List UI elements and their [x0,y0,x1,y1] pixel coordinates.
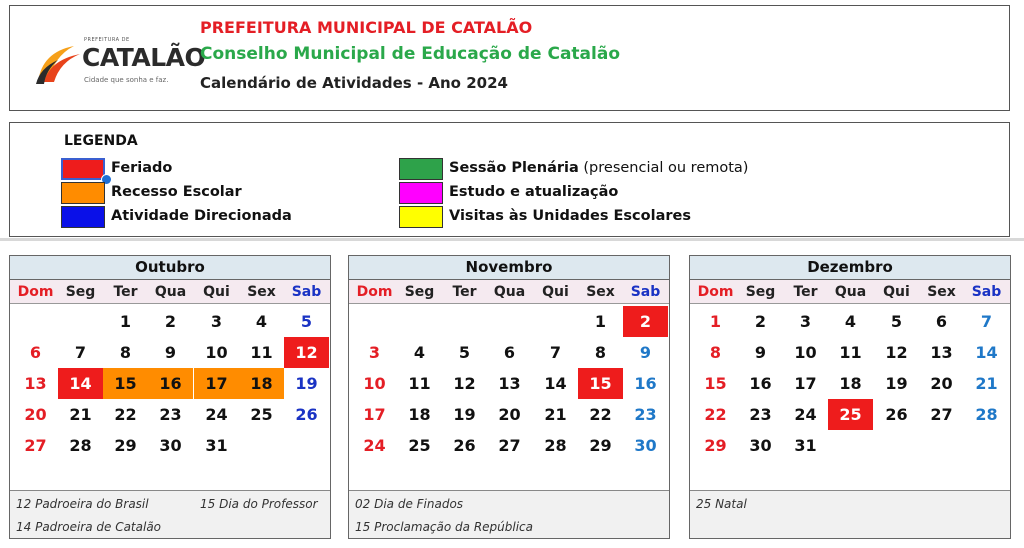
logo-small-text: PREFEITURA DE [84,37,130,43]
weekday-dom: Dom [17,284,54,300]
day-cell: 29 [704,436,727,455]
day-cell: 14 [58,368,103,399]
day-cell: 8 [594,343,607,362]
weekday-header [690,280,1010,304]
day-cell: 29 [114,436,137,455]
weekday-sex: Sex [586,284,615,300]
day-cell: 3 [799,312,812,331]
day-cell: 24 [794,405,817,424]
day-cell: 24 [363,436,386,455]
day-cell: 28 [544,436,567,455]
day-cell: 20 [930,374,953,393]
day-cell: 12 [453,374,476,393]
weekday-seg: Seg [65,284,96,300]
weekday-dom: Dom [697,284,734,300]
day-cell: 8 [119,343,132,362]
weekday-sab: Sab [971,284,1002,300]
day-cell: 26 [453,436,476,455]
day-cell: 27 [930,405,953,424]
day-cell: 18 [839,374,862,393]
note: 15 Dia do Professor [200,497,318,511]
day-cell: 6 [935,312,948,331]
day-cell: 17 [794,374,817,393]
day-cell: 11 [250,343,273,362]
day-cell: 10 [794,343,817,362]
day-cell: 22 [704,405,727,424]
day-cell: 19 [885,374,908,393]
day-cell: 5 [300,312,313,331]
calendar-dezembro [689,255,1011,539]
day-cell: 18 [408,405,431,424]
day-cell: 26 [885,405,908,424]
day-cell: 6 [29,343,42,362]
day-cell: 20 [498,405,521,424]
note: 02 Dia de Finados [355,497,464,511]
legend-swatch [399,158,443,180]
day-cell: 2 [164,312,177,331]
weekday-qua: Qua [834,284,867,300]
day-cell: 27 [498,436,521,455]
legend-label: Recesso Escolar [111,184,242,200]
day-cell: 11 [408,374,431,393]
conselho-title: Conselho Municipal de Educação de Catalão [200,44,621,64]
day-cell: 18 [239,368,284,399]
legend-label: Estudo e atualização [449,184,619,200]
day-cell: 25 [408,436,431,455]
day-cell: 10 [363,374,386,393]
month-notes [10,490,330,538]
legend-title: LEGENDA [64,133,138,149]
day-cell: 11 [839,343,862,362]
day-cell: 19 [453,405,476,424]
weekday-ter: Ter [793,284,818,300]
day-cell: 16 [749,374,772,393]
day-cell: 31 [794,436,817,455]
note: 12 Padroeira do Brasil [16,497,149,511]
day-cell: 15 [103,368,148,399]
weekday-ter: Ter [452,284,477,300]
weekday-qui: Qui [542,284,569,300]
section-divider [0,238,1024,241]
day-cell: 30 [634,436,657,455]
legend-swatch [399,182,443,204]
legend-label: Sessão Plenária (presencial ou remota) [449,160,749,176]
weekday-header [10,280,330,304]
day-cell: 23 [634,405,657,424]
day-cell: 3 [368,343,381,362]
weekday-dom: Dom [356,284,393,300]
month-title: Novembro [349,256,669,280]
day-cell: 23 [159,405,182,424]
weekday-qua: Qua [493,284,526,300]
day-cell: 1 [709,312,722,331]
day-cell: 16 [148,368,193,399]
day-cell: 13 [930,343,953,362]
day-cell: 7 [549,343,562,362]
day-cell: 25 [250,405,273,424]
day-cell: 31 [205,436,228,455]
month-notes [690,490,1010,538]
legend-label: Atividade Direcionada [111,208,292,224]
day-cell: 27 [24,436,47,455]
day-cell: 13 [24,374,47,393]
weekday-header [349,280,669,304]
day-cell: 3 [210,312,223,331]
day-cell: 14 [975,343,998,362]
day-cell: 30 [159,436,182,455]
day-cell: 5 [458,343,471,362]
note: 25 Natal [696,497,747,511]
prefeitura-title: PREFEITURA MUNICIPAL DE CATALÃO [200,18,533,37]
day-cell: 15 [578,368,623,399]
day-cell: 17 [363,405,386,424]
day-cell: 25 [828,399,873,430]
day-cell: 2 [623,306,668,337]
day-cell: 9 [639,343,652,362]
legend-swatch [61,206,105,228]
legend-box [9,122,1010,237]
day-cell: 1 [119,312,132,331]
logo-sun-icon [34,38,84,86]
calendar-novembro [348,255,670,539]
day-cell: 21 [544,405,567,424]
calendar-outubro [9,255,331,539]
weekday-qui: Qui [203,284,230,300]
header-box [9,5,1010,111]
day-cell: 21 [69,405,92,424]
weekday-sex: Sex [927,284,956,300]
month-title: Dezembro [690,256,1010,280]
weekday-seg: Seg [404,284,435,300]
day-cell: 6 [503,343,516,362]
day-cell: 30 [749,436,772,455]
day-cell: 24 [205,405,228,424]
day-cell: 5 [890,312,903,331]
weekday-sab: Sab [630,284,661,300]
day-cell: 9 [754,343,767,362]
legend-swatch [61,182,105,204]
day-cell: 8 [709,343,722,362]
weekday-ter: Ter [113,284,138,300]
day-cell: 26 [295,405,318,424]
day-cell: 19 [295,374,318,393]
legend-label: Visitas às Unidades Escolares [449,208,691,224]
day-cell: 28 [975,405,998,424]
day-cell: 28 [69,436,92,455]
legend-swatch [399,206,443,228]
day-cell: 17 [194,368,239,399]
day-cell: 20 [24,405,47,424]
day-cell: 2 [754,312,767,331]
weekday-qua: Qua [154,284,187,300]
legend-label: Feriado [111,160,173,176]
day-cell: 21 [975,374,998,393]
legend-swatch [61,158,105,180]
day-cell: 12 [284,337,329,368]
day-cell: 4 [413,343,426,362]
day-cell: 10 [205,343,228,362]
day-cell: 23 [749,405,772,424]
day-cell: 12 [885,343,908,362]
day-cell: 15 [704,374,727,393]
day-cell: 1 [594,312,607,331]
day-cell: 13 [498,374,521,393]
day-cell: 7 [980,312,993,331]
day-cell: 4 [255,312,268,331]
month-notes [349,490,669,538]
catalao-logo [34,37,206,88]
day-cell: 4 [844,312,857,331]
month-title: Outubro [10,256,330,280]
weekday-sex: Sex [247,284,276,300]
note: 14 Padroeira de Catalão [16,520,162,534]
calendar-title: Calendário de Atividades - Ano 2024 [200,74,508,92]
weekday-seg: Seg [745,284,776,300]
day-cell: 22 [589,405,612,424]
weekday-sab: Sab [291,284,322,300]
day-cell: 9 [164,343,177,362]
logo-tagline: Cidade que sonha e faz. [84,76,169,84]
day-cell: 16 [634,374,657,393]
day-cell: 22 [114,405,137,424]
day-cell: 7 [74,343,87,362]
day-cell: 29 [589,436,612,455]
logo-word: CATALÃO [82,43,206,72]
weekday-qui: Qui [883,284,910,300]
note: 15 Proclamação da República [355,520,533,534]
day-cell: 14 [544,374,567,393]
